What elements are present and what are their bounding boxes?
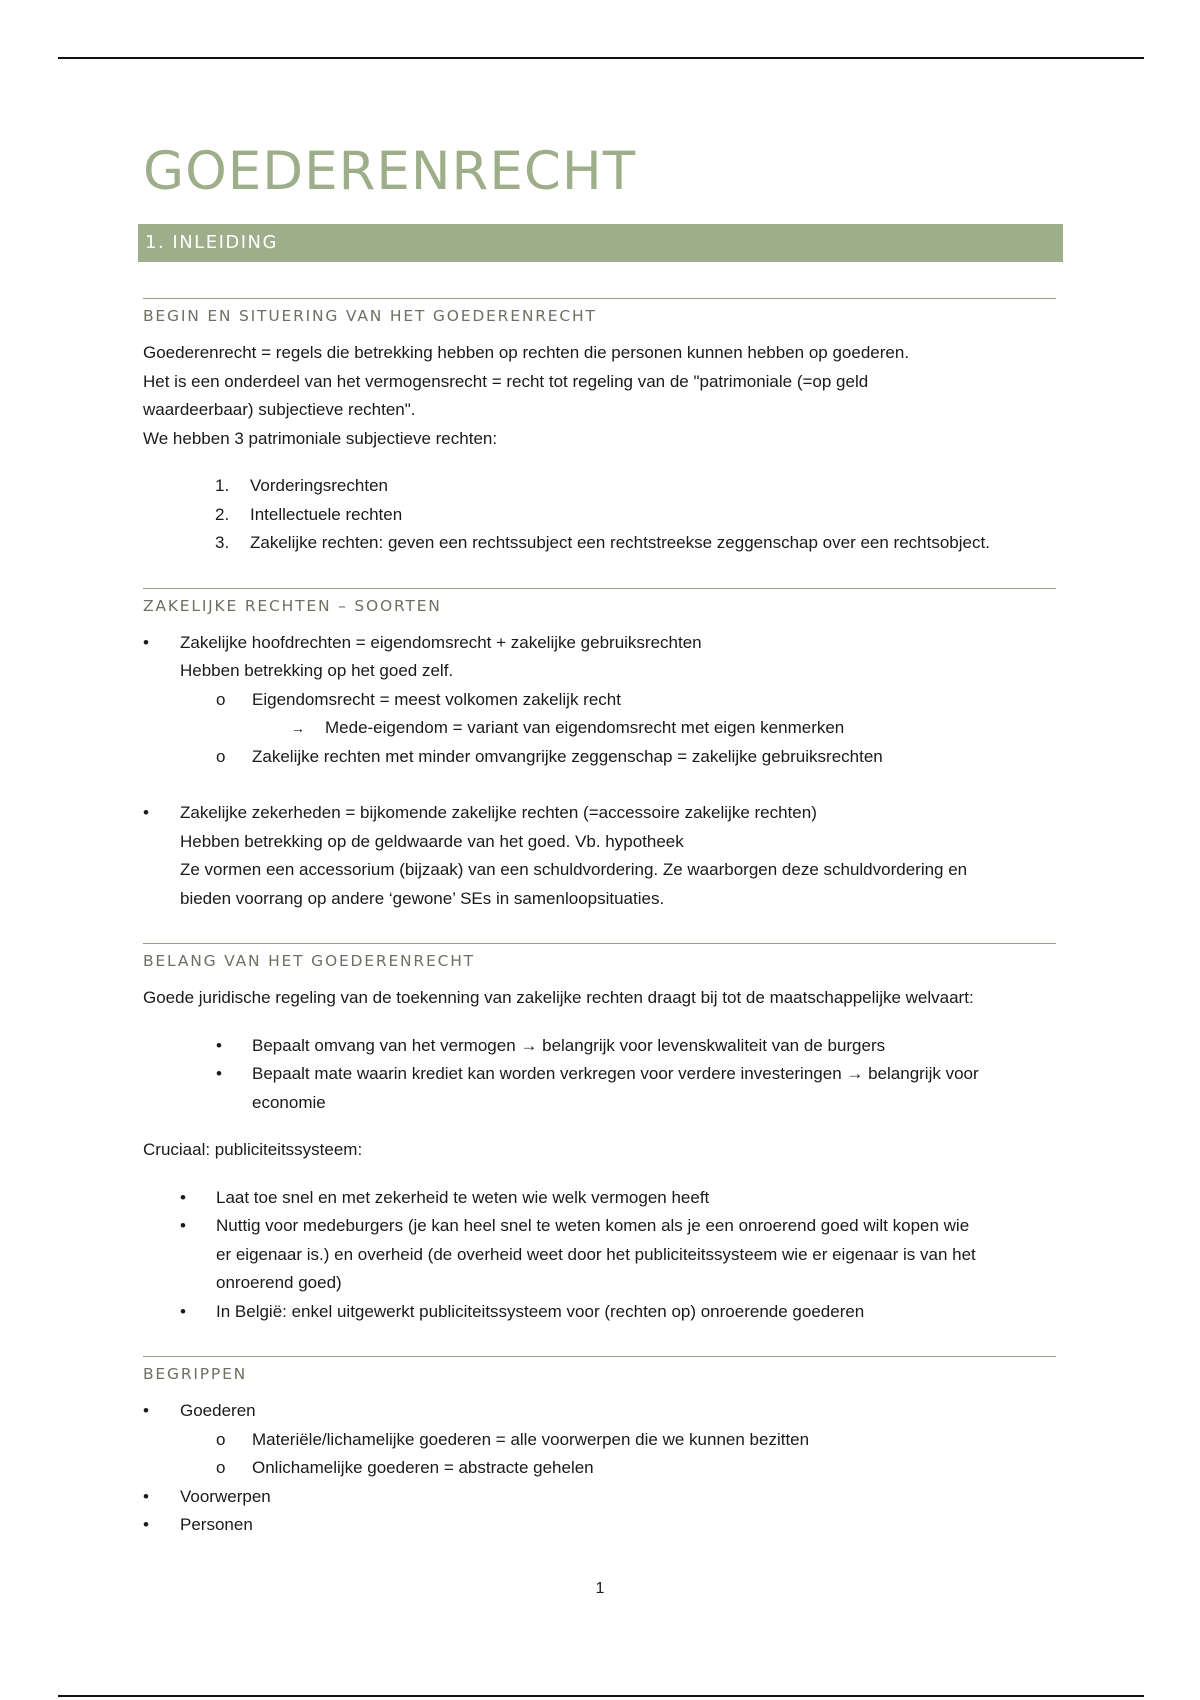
chapter-heading: 1. INLEIDING [138, 224, 1063, 262]
list-item: o Materiële/lichamelijke goederen = alle voorwerpen die we kunnen bezitten [143, 1426, 1063, 1455]
list-item: • Nuttig voor medeburgers (je kan heel snel te weten komen als je een onroerend goed wilt kopen wie er eigenaar is.) en overheid (de overheid weet door het publiciteitssysteem wie er eigenaar is van het onroerend goed) [143, 1212, 1063, 1298]
section-title: BEGIN EN SITUERING VAN HET GOEDERENRECHT [143, 307, 597, 325]
bullet-icon: • [180, 1187, 186, 1207]
bullet-icon: • [143, 1486, 149, 1506]
list-number: 1. [215, 476, 230, 495]
section-belang [143, 943, 1063, 1326]
list-number: 3. [215, 533, 230, 552]
circle-bullet-icon: o [216, 1429, 226, 1449]
sub-list [143, 686, 1063, 715]
bullet-list [143, 629, 1063, 686]
sub-list [143, 743, 1063, 772]
bullet-icon: • [180, 1216, 186, 1235]
bullet-icon: • [143, 1515, 149, 1534]
list-item: • Zakelijke zekerheden = bijkomende zakelijke rechten (=accessoire zakelijke rechten) Hebben betrekking op de geldwaarde van het goed. Vb. hypotheek Ze vormen een accessorium (bijzaak) van een schuldvordering. Ze waarborgen deze schuldvordering en bieden voorrang op andere ‘gewone’ SEs in samenloopsituaties. [143, 799, 1063, 913]
numbered-list [143, 472, 1063, 558]
paragraph-line: Cruciaal: publiciteitssysteem: [143, 1140, 363, 1159]
document-title: GOEDERENRECHT [143, 141, 637, 202]
circle-bullet-icon: o [216, 746, 226, 766]
list-item: • Personen [143, 1511, 1063, 1540]
paragraph-line: Goederenrecht = regels die betrekking hebben op rechten die personen kunnen hebben op goederen. [143, 343, 910, 362]
bullet-icon: • [216, 1035, 222, 1055]
list-item: • Zakelijke hoofdrechten = eigendomsrecht + zakelijke gebruiksrechten Hebben betrekking op het goed zelf. [143, 629, 1063, 686]
list-number: 2. [215, 504, 230, 524]
circle-bullet-icon: o [216, 689, 226, 709]
sub-sub-list [143, 714, 1063, 743]
bullet-list [143, 1483, 1063, 1540]
circle-bullet-icon: o [216, 1458, 226, 1477]
section-begin [143, 298, 1063, 558]
section-divider [143, 943, 1056, 944]
arrow-icon: → [291, 720, 305, 736]
list-item: o Zakelijke rechten met minder omvangrijke zeggenschap = zakelijke gebruiksrechten [143, 743, 1063, 772]
list-item: → Mede-eigendom = variant van eigendomsrecht met eigen kenmerken [143, 714, 1063, 743]
list-item: • In België: enkel uitgewerkt publiciteitssysteem voor (rechten op) onroerende goederen [143, 1298, 1063, 1327]
section-divider [143, 1356, 1056, 1357]
header-rule [58, 57, 1144, 59]
section-title: BELANG VAN HET GOEDERENRECHT [143, 952, 475, 970]
bullet-list [143, 1184, 1063, 1327]
list-item: 1. Vorderingsrechten [143, 472, 1063, 501]
bullet-list [143, 1397, 1063, 1426]
list-item: • Bepaalt mate waarin krediet kan worden verkregen voor verdere investeringen → belangrijk voor economie [143, 1060, 1063, 1117]
section-begrippen [143, 1356, 1063, 1540]
bullet-list [143, 799, 1063, 913]
section-divider [143, 588, 1056, 589]
section-divider [143, 298, 1056, 299]
paragraph-line: waardeerbaar) subjectieve rechten". [143, 400, 416, 419]
list-item: o Eigendomsrecht = meest volkomen zakelijk recht [143, 686, 1063, 715]
paragraph-line: Het is een onderdeel van het vermogensrecht = recht tot regeling van de "patrimoniale (=op geld [143, 371, 869, 391]
section-title: ZAKELIJKE RECHTEN – SOORTEN [143, 596, 442, 615]
page-number: 1 [595, 1580, 605, 1597]
list-item: 2. Intellectuele rechten [143, 501, 1063, 530]
list-item: 3. Zakelijke rechten: geven een rechtssubject een rechtstreekse zeggenschap over een rechtsobject. [143, 529, 1063, 558]
footer-rule [58, 1695, 1144, 1697]
list-item: o Onlichamelijke goederen = abstracte gehelen [143, 1454, 1063, 1483]
paragraph-line: We hebben 3 patrimoniale subjectieve rechten: [143, 428, 498, 448]
paragraph-line: Goede juridische regeling van de toekenning van zakelijke rechten draagt bij tot de maatschappelijke welvaart: [143, 988, 974, 1007]
list-item: • Voorwerpen [143, 1483, 1063, 1512]
bullet-icon: • [143, 1401, 149, 1420]
bullet-icon: • [143, 803, 149, 822]
list-item: • Laat toe snel en met zekerheid te weten wie welk vermogen heeft [143, 1184, 1063, 1213]
list-item: • Bepaalt omvang van het vermogen → belangrijk voor levenskwaliteit van de burgers [143, 1032, 1063, 1061]
section-soorten [143, 588, 1063, 914]
list-item: • Goederen [143, 1397, 1063, 1426]
bullet-list [143, 1032, 1063, 1118]
bullet-icon: • [143, 632, 149, 652]
section-title: BEGRIPPEN [143, 1365, 248, 1383]
sub-list [143, 1426, 1063, 1483]
bullet-icon: • [216, 1064, 222, 1083]
page-content [143, 140, 1063, 1540]
bullet-icon: • [180, 1301, 186, 1321]
